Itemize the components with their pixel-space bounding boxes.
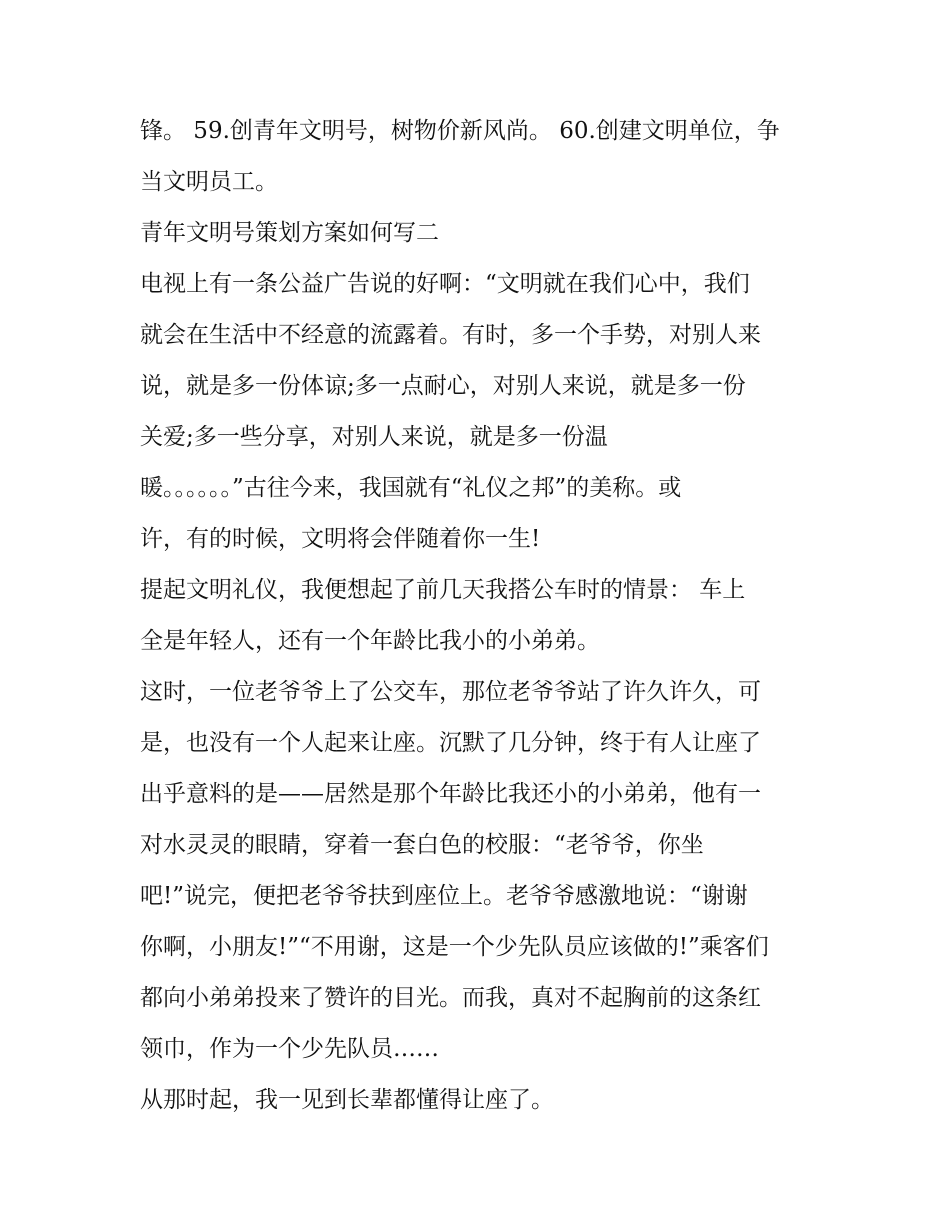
text-line: 出乎意料的是——居然是那个年龄比我还小的小弟弟，他有一 [140,781,761,807]
text-line: 领巾，作为一个少先队员…… [140,1036,439,1062]
text-line: 是，也没有一个人起来让座。沉默了几分钟，终于有人让座了 [140,730,761,756]
section-heading: 青年文明号策划方案如何写二 [140,220,439,246]
text-line: 都向小弟弟投来了赞许的目光。而我，真对不起胸前的这条红 [140,985,761,1011]
document-text [140,106,820,1126]
text-line: 关爱;多一些分享，对别人来说，就是多一份温 [140,424,608,450]
text-line: 全是年轻人，还有一个年龄比我小的小弟弟。 [140,628,600,654]
text-line: 从那时起，我一见到长辈都懂得让座了。 [140,1087,554,1113]
text-line: 锋。 59.创青年文明号，树物价新风尚。 60.创建文明单位，争 [140,118,780,144]
text-line: 说，就是多一份体谅;多一点耐心，对别人来说，就是多一份 [140,373,746,399]
text-line: 这时，一位老爷爷上了公交车，那位老爷爷站了许久许久，可 [140,679,761,705]
text-line: 当文明员工。 [140,169,278,195]
text-line: 许，有的时候，文明将会伴随着你一生! [140,526,541,552]
text-line: 电视上有一条公益广告说的好啊：“文明就在我们心中，我们 [140,271,750,297]
text-line: 就会在生活中不经意的流露着。有时，多一个手势，对别人来 [140,322,761,348]
text-line: 吧!”说完，便把老爷爷扶到座位上。老爷爷感激地说：“谢谢 [140,883,748,909]
text-line: 对水灵灵的眼睛，穿着一套白色的校服：“老爷爷，你坐 [140,832,704,858]
text-line: 提起文明礼仪，我便想起了前几天我搭公车时的情景： 车上 [140,577,746,603]
text-line: 你啊，小朋友!”“不用谢，这是一个少先队员应该做的!”乘客们 [140,934,769,960]
text-line: 暖。。。。。。”古往今来，我国就有“礼仪之邦”的美称。或 [140,475,682,501]
